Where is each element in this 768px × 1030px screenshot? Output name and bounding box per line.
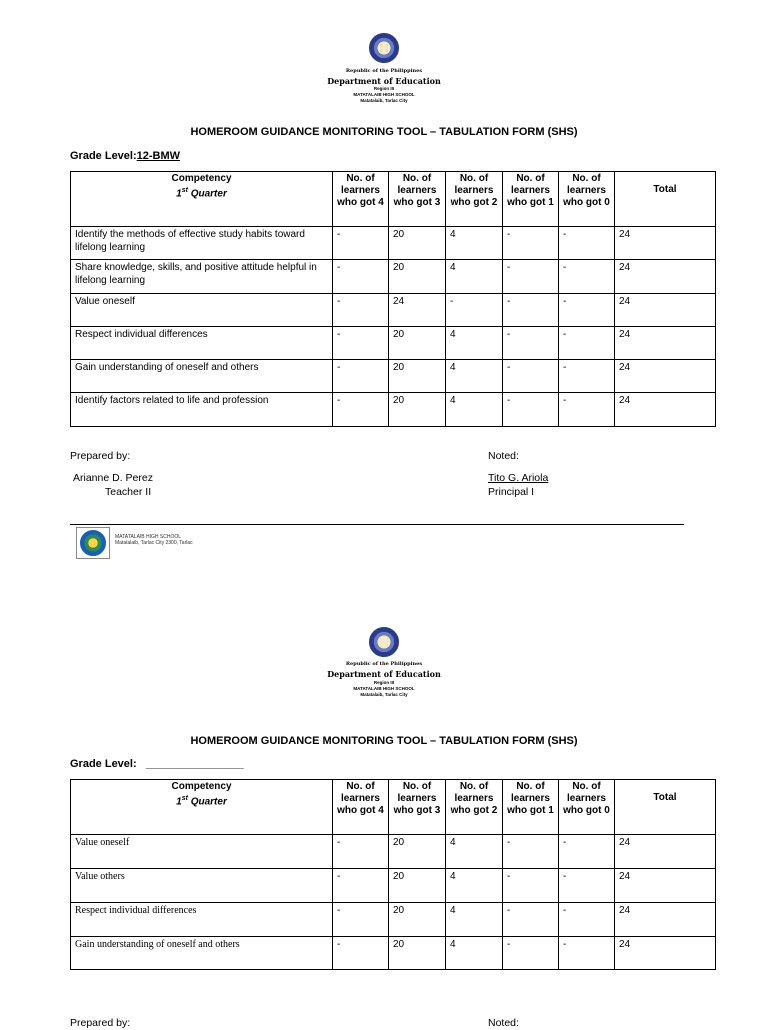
got4-header: No. of learners who got 4 (333, 780, 389, 835)
competency-header: Competency 1st Quarter (71, 780, 333, 835)
table-row (71, 227, 716, 260)
region-text: Region III (373, 86, 395, 91)
total-cell: 24 (615, 327, 716, 360)
total-cell: 24 (615, 869, 716, 903)
tabulation-table (70, 171, 716, 427)
total-cell: 24 (615, 903, 716, 937)
table-header-row (71, 780, 716, 835)
got0-header: No. of learners who got 0 (559, 780, 615, 835)
got2-cell: 4 (446, 937, 503, 970)
got3-cell: 20 (389, 360, 446, 393)
total-cell: 24 (615, 937, 716, 970)
competency-cell: Share knowledge, skills, and positive attitude helpful in lifelong learning (71, 260, 333, 294)
competency-header: Competency 1st Quarter (71, 172, 333, 227)
got2-header: No. of learners who got 2 (446, 172, 503, 227)
got4-cell: - (333, 260, 389, 294)
got4-cell: - (333, 869, 389, 903)
got3-cell: 20 (389, 260, 446, 294)
got4-cell: - (333, 360, 389, 393)
preparer-title: Teacher II (105, 486, 152, 498)
got4-cell: - (333, 294, 389, 327)
footer-school: MATATALAIB HIGH SCHOOL (115, 534, 182, 540)
competency-cell: Value oneself (71, 294, 333, 327)
total-cell: 24 (615, 260, 716, 294)
got3-cell: 20 (389, 903, 446, 937)
form-title: HOMEROOM GUIDANCE MONITORING TOOL – TABULATION FORM (SHS) (190, 126, 578, 138)
grade-level-blank[interactable]: ________________ (145, 758, 244, 770)
table-header-row (71, 172, 716, 227)
got3-cell: 20 (389, 393, 446, 427)
grade-level (70, 150, 180, 162)
competency-cell: Gain understanding of oneself and others (71, 360, 333, 393)
republic-text: Republic of the Philippines (345, 68, 423, 74)
department-text: Department of Education (327, 669, 441, 679)
got1-cell: - (503, 260, 559, 294)
table-row (71, 869, 716, 903)
total-cell: 24 (615, 835, 716, 869)
got0-cell: - (559, 294, 615, 327)
competency-cell: Identify the methods of effective study habits toward lifelong learning (71, 227, 333, 260)
deped-seal-icon (369, 627, 399, 657)
got1-cell: - (503, 327, 559, 360)
got4-cell: - (333, 835, 389, 869)
prepared-by-label: Prepared by: (70, 450, 131, 462)
got0-header: No. of learners who got 0 (559, 172, 615, 227)
got2-header: No. of learners who got 2 (446, 780, 503, 835)
got1-header: No. of learners who got 1 (503, 172, 559, 227)
got2-cell: - (446, 294, 503, 327)
got0-cell: - (559, 869, 615, 903)
got2-cell: 4 (446, 835, 503, 869)
got1-header: No. of learners who got 1 (503, 780, 559, 835)
got0-cell: - (559, 360, 615, 393)
competency-cell: Identify factors related to life and profession (71, 393, 333, 427)
department-text: Department of Education (327, 76, 441, 86)
got4-cell: - (333, 937, 389, 970)
got4-cell: - (333, 393, 389, 427)
got4-cell: - (333, 227, 389, 260)
total-header: Total (615, 780, 716, 835)
table-row (71, 294, 716, 327)
got1-cell: - (503, 835, 559, 869)
got3-cell: 20 (389, 327, 446, 360)
prepared-by-label: Prepared by: (70, 1017, 131, 1029)
got1-cell: - (503, 869, 559, 903)
table-row (71, 360, 716, 393)
got0-cell: - (559, 903, 615, 937)
got1-cell: - (503, 937, 559, 970)
competency-cell: Respect individual differences (71, 903, 333, 937)
footer-divider (70, 524, 684, 525)
school-text: MATATALAIB HIGH SCHOOL (353, 92, 415, 97)
republic-text: Republic of the Philippines (345, 661, 423, 667)
got1-cell: - (503, 360, 559, 393)
got2-cell: 4 (446, 869, 503, 903)
footer-address: Matatalaib, Tarlac City 2300, Tarlac (115, 540, 193, 546)
competency-cell: Value oneself (71, 835, 333, 869)
got0-cell: - (559, 227, 615, 260)
got1-cell: - (503, 227, 559, 260)
form-title: HOMEROOM GUIDANCE MONITORING TOOL – TABULATION FORM (SHS) (190, 735, 578, 747)
table-row (71, 835, 716, 869)
grade-level-label: Grade Level: (70, 150, 137, 162)
got3-cell: 20 (389, 937, 446, 970)
got3-cell: 24 (389, 294, 446, 327)
got4-header: No. of learners who got 4 (333, 172, 389, 227)
got2-cell: 4 (446, 360, 503, 393)
total-header: Total (615, 172, 716, 227)
school-text: MATATALAIB HIGH SCHOOL (353, 686, 415, 691)
got3-cell: 20 (389, 227, 446, 260)
got1-cell: - (503, 903, 559, 937)
got0-cell: - (559, 937, 615, 970)
got2-cell: 4 (446, 393, 503, 427)
got1-cell: - (503, 294, 559, 327)
competency-cell: Gain understanding of oneself and others (71, 937, 333, 970)
got0-cell: - (559, 327, 615, 360)
got0-cell: - (559, 260, 615, 294)
grade-level-label: Grade Level: (70, 758, 137, 770)
table-row (71, 903, 716, 937)
got2-cell: 4 (446, 903, 503, 937)
got4-cell: - (333, 327, 389, 360)
school-logo-icon (76, 527, 110, 559)
table-row (71, 937, 716, 970)
got3-header: No. of learners who got 3 (389, 172, 446, 227)
tabulation-table (70, 779, 716, 970)
table-row (71, 260, 716, 294)
got3-cell: 20 (389, 835, 446, 869)
grade-level-value: 12-BMW (136, 150, 181, 162)
competency-cell: Respect individual differences (71, 327, 333, 360)
competency-cell: Value others (71, 869, 333, 903)
total-cell: 24 (615, 227, 716, 260)
got0-cell: - (559, 393, 615, 427)
noter-name: Tito G. Ariola (488, 472, 549, 484)
total-cell: 24 (615, 294, 716, 327)
noted-label: Noted: (488, 450, 519, 462)
noted-label: Noted: (488, 1017, 519, 1029)
region-text: Region III (373, 680, 395, 685)
got0-cell: - (559, 835, 615, 869)
total-cell: 24 (615, 360, 716, 393)
total-cell: 24 (615, 393, 716, 427)
got1-cell: - (503, 393, 559, 427)
address-text: Matatalaib, Tarlac City (360, 692, 408, 697)
noter-title: Principal I (488, 486, 535, 498)
got3-header: No. of learners who got 3 (389, 780, 446, 835)
got2-cell: 4 (446, 227, 503, 260)
got4-cell: - (333, 903, 389, 937)
table-row (71, 393, 716, 427)
table-row (71, 327, 716, 360)
deped-seal-icon (369, 33, 399, 63)
got2-cell: 4 (446, 260, 503, 294)
got3-cell: 20 (389, 869, 446, 903)
grade-level (70, 758, 244, 770)
address-text: Matatalaib, Tarlac City (360, 98, 408, 103)
got2-cell: 4 (446, 327, 503, 360)
preparer-name: Arianne D. Perez (73, 472, 153, 484)
